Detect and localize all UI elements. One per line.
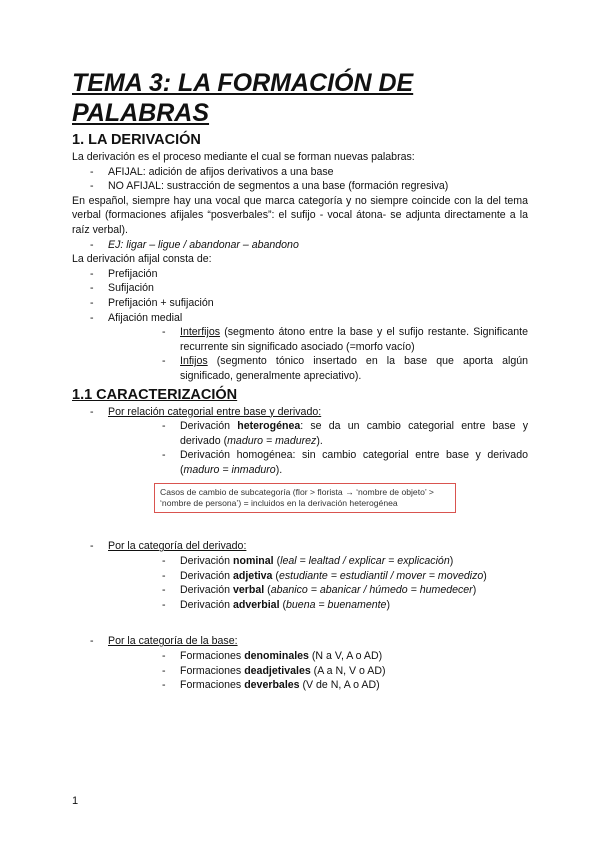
type-afijal: - AFIJAL: adición de afijos derivativos a una base	[72, 165, 528, 180]
item-verbal: - Derivación verbal (abanico = abanicar / húmedo = humedecer)	[108, 583, 528, 598]
item-heterogenea: - Derivación heterogénea: se da un cambio categorial entre base y derivado (maduro = madurez).	[108, 419, 528, 448]
item-prefijacion-sufijacion: - Prefijación + sufijación	[72, 296, 528, 311]
afijacion-medial-sublist	[108, 325, 528, 383]
item-denominales: - Formaciones denominales (N a V, A o AD)	[108, 649, 528, 664]
subcategory-note-box: Casos de cambio de subcategoría (flor > florista → ‘nombre de objeto’ > ‘nombre de persona’) = incluidos en la derivación heterogénea	[154, 483, 456, 513]
afijal-types-list	[72, 267, 528, 384]
document-title	[72, 68, 528, 128]
afijal-consta-text: La derivación afijal consta de:	[72, 253, 212, 266]
categoria-derivado-list	[72, 539, 528, 612]
item-deverbales: - Formaciones deverbales (V de N, A o AD)	[108, 678, 528, 693]
document-page	[72, 68, 528, 693]
derivado-sublist	[108, 554, 528, 612]
relacion-sublist	[108, 419, 528, 477]
spanish-vowel-paragraph: En español, siempre hay una vocal que marca categoría y no siempre coincide con la del tema verbal (formaciones afijales “posverbales”: el sufijo - vocal átona- se adjunta directamente a la raíz verbal).	[72, 194, 528, 236]
item-adjetiva: - Derivación adjetiva (estudiante = estudiantil / mover = movedizo)	[108, 569, 528, 584]
item-prefijacion: - Prefijación	[72, 267, 528, 282]
item-interfijos: - Interfijos (segmento átono entre la base y el sufijo restante. Significante recurrente sin significado asociado (=morfo vacío)	[108, 325, 528, 354]
item-relacion-categorial: - Por relación categorial entre base y derivado: - Derivación heterogénea: se da un cambio categorial entre base y derivado (maduro = madurez). - Derivación homogénea: sin cambio categorial entre base y derivado (maduro = inmaduro).	[72, 405, 528, 478]
title-line-2: PALABRAS	[72, 99, 210, 127]
example-list	[72, 238, 528, 253]
item-infijos: - Infijos (segmento tónico insertado en la base que aporta algún significado, generalmente apreciativo).	[108, 354, 528, 383]
derivation-definition: La derivación es el proceso mediante el cual se forman nuevas palabras:	[72, 151, 415, 163]
section-1-1-heading: 1.1 CARACTERIZACIÓN	[72, 386, 238, 403]
base-sublist	[108, 649, 528, 693]
item-adverbial: - Derivación adverbial (buena = buenamente)	[108, 598, 528, 613]
type-no-afijal: - NO AFIJAL: sustracción de segmentos a una base (formación regresiva)	[72, 179, 528, 194]
item-categoria-derivado: - Por la categoría del derivado: - Derivación nominal (leal = lealtad / explicar = explicación) - Derivación adjetiva (estudiante = estudiantil / mover = movedizo) - Derivación verbal (abanico = abanicar / húmedo = humedecer) - Derivación adverbial (buena = buenamente)	[72, 539, 528, 612]
item-homogenea: - Derivación homogénea: sin cambio categorial entre base y derivado (maduro = inmaduro).	[108, 448, 528, 477]
section-1-heading: 1. LA DERIVACIÓN	[72, 132, 201, 148]
item-categoria-base: - Por la categoría de la base: - Formaciones denominales (N a V, A o AD) - Formaciones deadjetivales (A a N, V o AD) - Formaciones deverbales (V de N, A o AD)	[72, 634, 528, 692]
item-sufijacion: - Sufijación	[72, 281, 528, 296]
page-number: 1	[72, 795, 79, 807]
example-item: - EJ: ligar – ligue / abandonar – abandono	[72, 238, 528, 253]
item-deadjetivales: - Formaciones deadjetivales (A a N, V o AD)	[108, 664, 528, 679]
title-line-1: TEMA 3: LA FORMACIÓN DE	[72, 69, 414, 97]
derivation-types-list	[72, 165, 528, 194]
categoria-base-list	[72, 634, 528, 692]
item-afijacion-medial: - Afijación medial - Interfijos (segmento átono entre la base y el sufijo restante. Significante recurrente sin significado asociado (=morfo vacío) - Infijos (segmento tónico insertado en la base que aporta algún significado, generalmente apreciativo).	[72, 311, 528, 384]
item-nominal: - Derivación nominal (leal = lealtad / explicar = explicación)	[108, 554, 528, 569]
relacion-categorial-list	[72, 405, 528, 478]
